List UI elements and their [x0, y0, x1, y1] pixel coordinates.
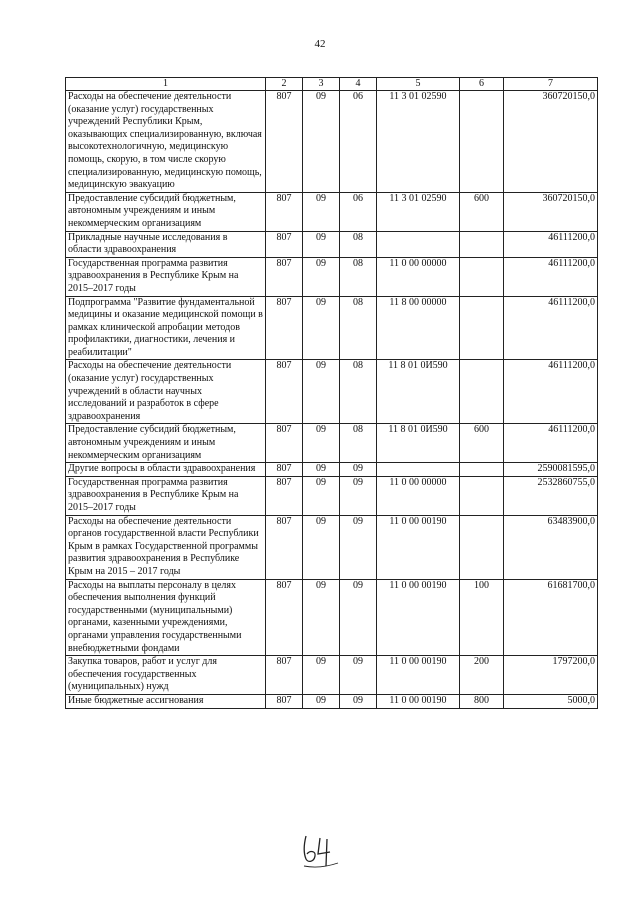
section-code: 09	[303, 694, 340, 708]
column-header: 7	[504, 78, 598, 91]
expense-type-code	[460, 91, 504, 193]
amount: 61681700,0	[504, 579, 598, 656]
table-row	[66, 257, 598, 296]
ministry-code: 807	[266, 424, 303, 463]
table-row	[66, 694, 598, 708]
subsection-code: 09	[340, 463, 377, 477]
table-row	[66, 231, 598, 257]
expense-type-code: 600	[460, 192, 504, 231]
row-name: Расходы на выплаты персоналу в целях обеспечения выполнения функций государственными (муниципальными) органами, казенными учреждениями, органами управления государственными внебюджетными фондами	[66, 579, 266, 656]
table-row	[66, 192, 598, 231]
row-name: Расходы на обеспечение деятельности (оказание услуг) государственных учреждений Республики Крым, оказывающих специализированную, включая высокотехнологичную, медицинскую помощь, скорую, в том числе скорую специализированную, медицинскую помощь, медицинскую эвакуацию	[66, 91, 266, 193]
expense-type-code	[460, 360, 504, 424]
row-name: Расходы на обеспечение деятельности органов государственной власти Республики Крым в рамках Государственной программы развития здравоохранения в Республике Крым на 2015 – 2017 годы	[66, 515, 266, 579]
amount: 63483900,0	[504, 515, 598, 579]
table-row	[66, 656, 598, 695]
table-row	[66, 91, 598, 193]
expense-type-code	[460, 463, 504, 477]
target-code: 11 8 01 0И590	[377, 360, 460, 424]
amount: 46111200,0	[504, 360, 598, 424]
subsection-code: 08	[340, 231, 377, 257]
target-code: 11 8 01 0И590	[377, 424, 460, 463]
row-name: Предоставление субсидий бюджетным, автономным учреждениям и иным некоммерческим организациям	[66, 192, 266, 231]
target-code: 11 0 00 00190	[377, 656, 460, 695]
subsection-code: 09	[340, 579, 377, 656]
expense-type-code: 800	[460, 694, 504, 708]
ministry-code: 807	[266, 296, 303, 360]
table-row	[66, 424, 598, 463]
column-header: 2	[266, 78, 303, 91]
column-header: 6	[460, 78, 504, 91]
ministry-code: 807	[266, 463, 303, 477]
section-code: 09	[303, 476, 340, 515]
ministry-code: 807	[266, 231, 303, 257]
section-code: 09	[303, 515, 340, 579]
ministry-code: 807	[266, 476, 303, 515]
ministry-code: 807	[266, 192, 303, 231]
column-header: 1	[66, 78, 266, 91]
table-row	[66, 463, 598, 477]
section-code: 09	[303, 257, 340, 296]
target-code: 11 3 01 02590	[377, 192, 460, 231]
expense-type-code: 200	[460, 656, 504, 695]
budget-table	[65, 77, 598, 709]
column-header: 3	[303, 78, 340, 91]
target-code	[377, 463, 460, 477]
target-code	[377, 231, 460, 257]
subsection-code: 08	[340, 257, 377, 296]
target-code: 11 3 01 02590	[377, 91, 460, 193]
column-header: 4	[340, 78, 377, 91]
section-code: 09	[303, 192, 340, 231]
section-code: 09	[303, 360, 340, 424]
subsection-code: 08	[340, 424, 377, 463]
table-row	[66, 515, 598, 579]
amount: 46111200,0	[504, 231, 598, 257]
amount: 46111200,0	[504, 257, 598, 296]
expense-type-code: 600	[460, 424, 504, 463]
target-code: 11 0 00 00190	[377, 694, 460, 708]
expense-type-code	[460, 296, 504, 360]
page-number: 42	[314, 38, 326, 50]
section-code: 09	[303, 91, 340, 193]
amount: 2590081595,0	[504, 463, 598, 477]
subsection-code: 09	[340, 515, 377, 579]
table-row	[66, 476, 598, 515]
ministry-code: 807	[266, 694, 303, 708]
section-code: 09	[303, 463, 340, 477]
expense-type-code	[460, 257, 504, 296]
row-name: Прикладные научные исследования в области здравоохранения	[66, 231, 266, 257]
amount: 46111200,0	[504, 296, 598, 360]
target-code: 11 0 00 00000	[377, 257, 460, 296]
amount: 5000,0	[504, 694, 598, 708]
row-name: Расходы на обеспечение деятельности (оказание услуг) государственных учреждений в области научных исследований и разработок в сфере здравоохранения	[66, 360, 266, 424]
expense-type-code	[460, 515, 504, 579]
subsection-code: 06	[340, 91, 377, 193]
row-name: Иные бюджетные ассигнования	[66, 694, 266, 708]
row-name: Государственная программа развития здравоохранения в Республике Крым на 2015–2017 годы	[66, 257, 266, 296]
subsection-code: 06	[340, 192, 377, 231]
section-code: 09	[303, 579, 340, 656]
row-name: Государственная программа развития здравоохранения в Республике Крым на 2015–2017 годы	[66, 476, 266, 515]
row-name: Другие вопросы в области здравоохранения	[66, 463, 266, 477]
row-name: Закупка товаров, работ и услуг для обеспечения государственных (муниципальных) нужд	[66, 656, 266, 695]
expense-type-code: 100	[460, 579, 504, 656]
section-code: 09	[303, 296, 340, 360]
section-code: 09	[303, 424, 340, 463]
expense-type-code	[460, 476, 504, 515]
ministry-code: 807	[266, 360, 303, 424]
handwritten-signature	[300, 832, 350, 872]
target-code: 11 0 00 00190	[377, 515, 460, 579]
subsection-code: 09	[340, 476, 377, 515]
subsection-code: 08	[340, 296, 377, 360]
ministry-code: 807	[266, 515, 303, 579]
amount: 2532860755,0	[504, 476, 598, 515]
expense-type-code	[460, 231, 504, 257]
amount: 360720150,0	[504, 91, 598, 193]
section-code: 09	[303, 656, 340, 695]
ministry-code: 807	[266, 656, 303, 695]
target-code: 11 0 00 00190	[377, 579, 460, 656]
amount: 360720150,0	[504, 192, 598, 231]
amount: 1797200,0	[504, 656, 598, 695]
ministry-code: 807	[266, 579, 303, 656]
section-code: 09	[303, 231, 340, 257]
column-header: 5	[377, 78, 460, 91]
amount: 46111200,0	[504, 424, 598, 463]
ministry-code: 807	[266, 257, 303, 296]
row-name: Предоставление субсидий бюджетным, автономным учреждениям и иным некоммерческим организациям	[66, 424, 266, 463]
subsection-code: 08	[340, 360, 377, 424]
table-row	[66, 579, 598, 656]
target-code: 11 0 00 00000	[377, 476, 460, 515]
ministry-code: 807	[266, 91, 303, 193]
table-row	[66, 360, 598, 424]
table-row	[66, 296, 598, 360]
subsection-code: 09	[340, 694, 377, 708]
subsection-code: 09	[340, 656, 377, 695]
table-header-row	[66, 78, 598, 91]
row-name: Подпрограмма "Развитие фундаментальной медицины и оказание медицинской помощи в рамках клинической апробации методов профилактики, диагностики, лечения и реабилитации"	[66, 296, 266, 360]
target-code: 11 8 00 00000	[377, 296, 460, 360]
